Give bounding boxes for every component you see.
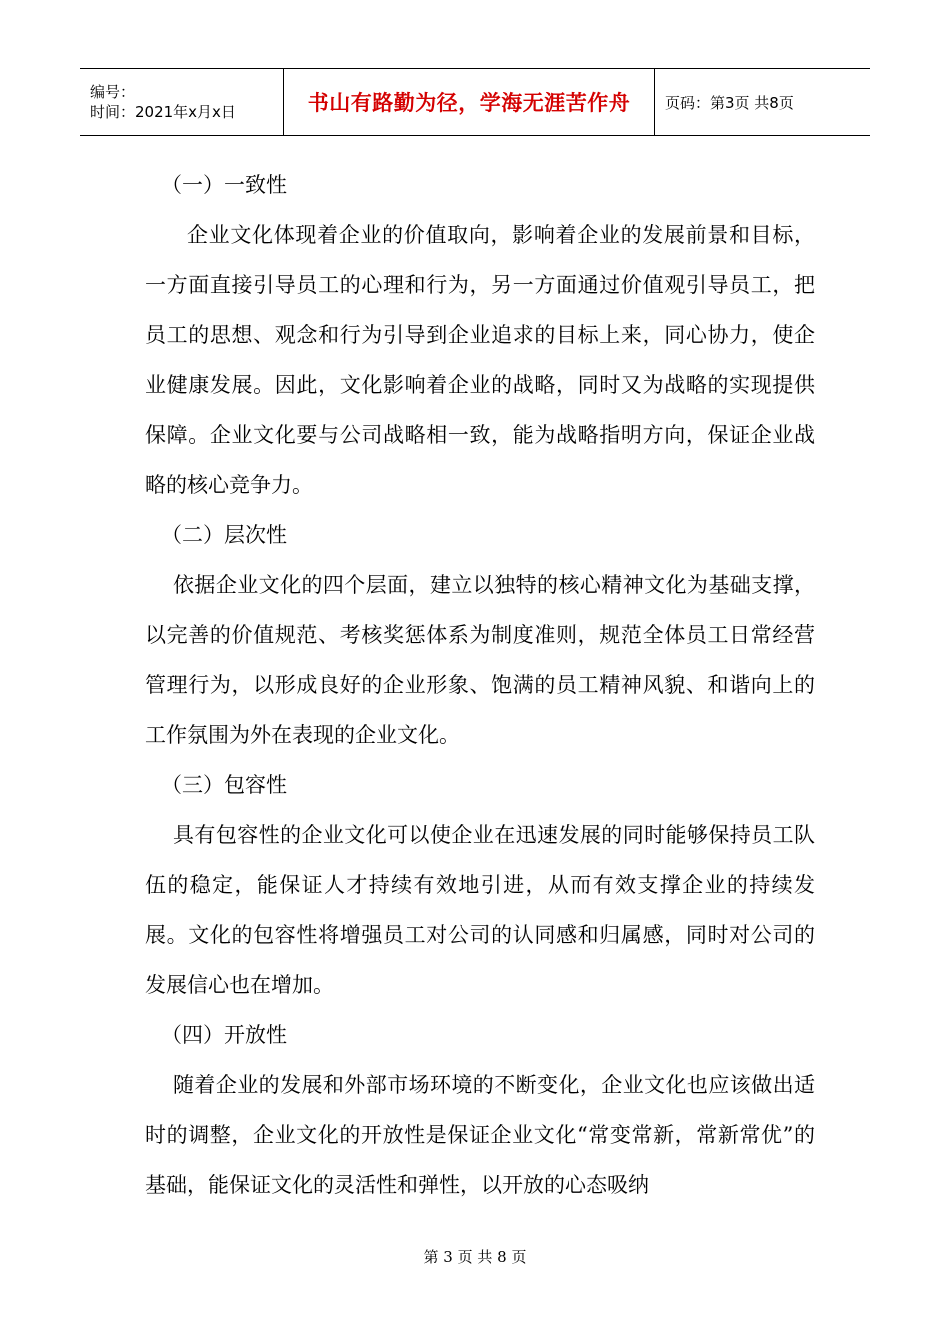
- section-paragraph: 依据企业文化的四个层面，建立以独特的核心精神文化为基础支撑，以完善的价值规范、考核奖惩体系为制度准则，规范全体员工日常经营管理行为，以形成良好的企业形象、饱满的员工精神风貌、和谐向上的工作氛围为外在表现的企业文化。: [145, 573, 815, 747]
- page-header: [80, 68, 870, 136]
- section-paragraph: 随着企业的发展和外部市场环境的不断变化，企业文化也应该做出适时的调整，企业文化的开放性是保证企业文化“常变常新，常新常优”的基础，能保证文化的灵活性和弹性，以开放的心态吸纳: [145, 1073, 815, 1197]
- section-heading: （四）开放性: [161, 1023, 287, 1047]
- document-number-label: 编号：: [90, 83, 136, 101]
- header-meta: [80, 69, 283, 135]
- header-page-info-cell: [655, 69, 870, 135]
- header-page-info: 页码：第3页 共8页: [665, 93, 794, 112]
- page-footer: 第 3 页 共 8 页: [423, 1248, 527, 1266]
- document-body: [145, 160, 815, 1210]
- header-motto: 书山有路勤为径，学海无涯苦作舟: [307, 90, 631, 115]
- section-heading: （二）层次性: [161, 523, 287, 547]
- section-paragraph: 具有包容性的企业文化可以使企业在迅速发展的同时能够保持员工队伍的稳定，能保证人才持续有效地引进，从而有效支撑企业的持续发展。文化的包容性将增强员工对公司的认同感和归属感，同时对公司的发展信心也在增加。: [145, 823, 815, 997]
- header-motto-cell: [283, 69, 655, 135]
- section-heading: （一）一致性: [161, 173, 287, 197]
- document-time-label: 时间：2021年x月x日: [90, 103, 236, 121]
- section-heading: （三）包容性: [161, 773, 287, 797]
- section-paragraph: 企业文化体现着企业的价值取向，影响着企业的发展前景和目标，一方面直接引导员工的心理和行为，另一方面通过价值观引导员工，把员工的思想、观念和行为引导到企业追求的目标上来，同心协力，使企业健康发展。因此，文化影响着企业的战略，同时又为战略的实现提供保障。企业文化要与公司战略相一致，能为战略指明方向，保证企业战略的核心竞争力。: [145, 223, 815, 497]
